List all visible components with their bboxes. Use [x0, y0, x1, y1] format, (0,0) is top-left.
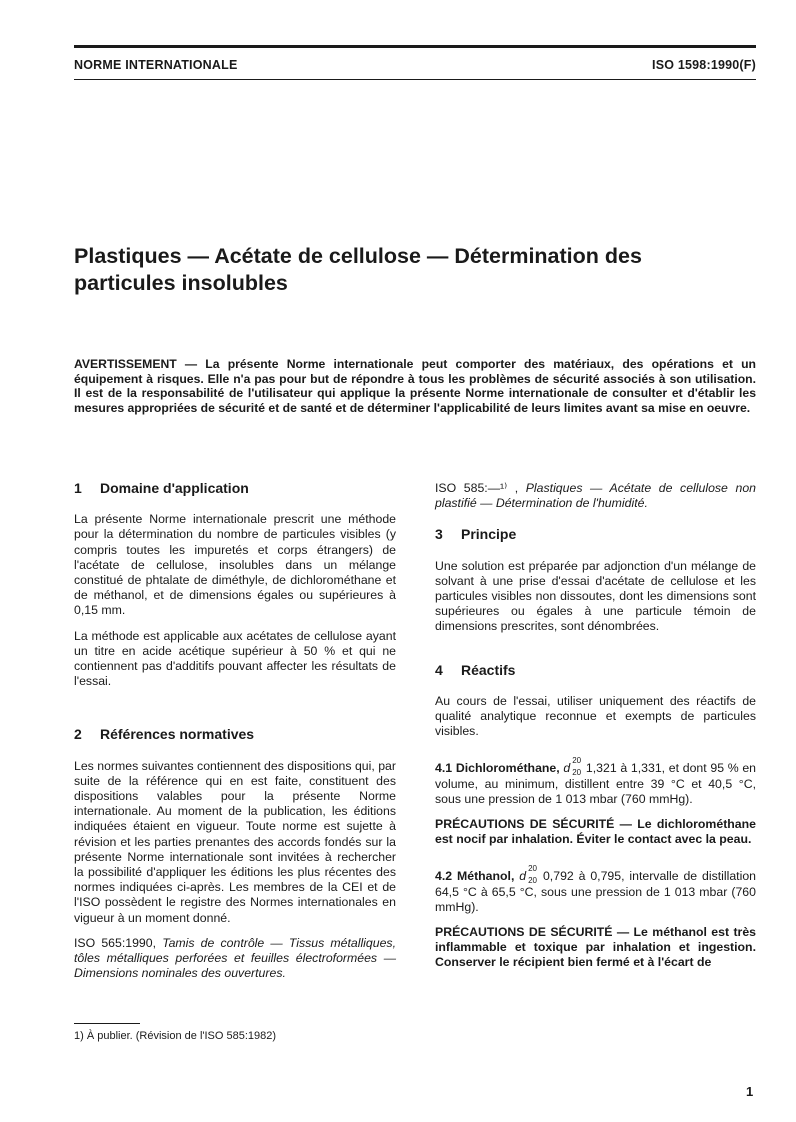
clause-4-1-density-indices — [570, 756, 582, 778]
footnote: 1) À publier. (Révision de l'ISO 585:1982) — [74, 1030, 277, 1042]
section-1-number: 1 — [74, 480, 82, 496]
right-column — [435, 481, 756, 981]
section-1-paragraph-2: La méthode est applicable aux acétates de cellulose ayant un titre en acide acétique supérieur à 50 % et qui ne contiennent pas d'additifs pouvant affecter les résultats de l'essai. — [74, 628, 396, 689]
title-line-2: particules insolubles — [74, 271, 288, 295]
clause-4-1-superscript: 20 — [572, 756, 582, 766]
section-3-paragraph-1: Une solution est préparée par adjonction d'un mélange de solvant à une prise d'essai d'acétate de cellulose et les particules visibles non dissoutes, dont les dimensions sont supérieures ou égales à une particule témoin de dimensions prescrites, sont dénombrées. — [435, 558, 756, 634]
section-4-heading — [435, 663, 756, 678]
section-3-number: 3 — [435, 526, 443, 543]
clause-4-2-name: Méthanol, — [456, 869, 515, 884]
clause-4-1-subscript: 20 — [572, 768, 582, 778]
clause-4-1-number: 4.1 — [435, 761, 453, 776]
document-title — [74, 243, 734, 297]
section-1-heading — [74, 481, 396, 496]
section-3-title: Principe — [461, 526, 517, 543]
reference-iso-565-code: ISO 565:1990, — [74, 935, 157, 950]
section-2-heading — [74, 727, 396, 742]
clause-4-2-subscript: 20 — [528, 876, 537, 886]
clause-4-2-density-symbol: d — [519, 869, 527, 884]
clause-4-2-number: 4.2 — [435, 869, 453, 884]
clause-4-1-caution: PRÉCAUTIONS DE SÉCURITÉ — Le dichlorométhane est nocif par inhalation. Éviter le contact avec la peau. — [435, 817, 756, 847]
reference-iso-585-code: ISO 585:—¹⁾ , — [435, 481, 519, 495]
section-1-paragraph-1: La présente Norme internationale prescrit une méthode pour la détermination du nombre de particules visibles (y compris toutes les impuretés et corps étrangers) de l'acétate de cellulose, insolubles dans un mélange constitué de phtalate de diméthyle, de dichlorométhane et de méthanol, et de dimensions égales ou supérieures à 0,15 mm. — [74, 512, 396, 618]
clause-4-1-name: Dichlorométhane, — [455, 761, 560, 776]
section-4-number: 4 — [435, 661, 443, 678]
safety-warning: AVERTISSEMENT — La présente Norme internationale peut comporter des matériaux, des opérations et un équipement à risques. Elle n'a pas pour but de répondre à tous les problèmes de sécurité associés à son utilisation. Il est de la responsabilité de l'utilisateur qui applique la présente Norme internationale de consulter et d'établir les mesures appropriées de sécurité et de santé et de déterminer l'applicabilité de leurs limites avant sa mise en oeuvre. — [74, 357, 756, 415]
clause-4-2-density-indices — [526, 864, 538, 886]
left-column — [74, 481, 396, 991]
clause-4-1-text: 1,321 à 1,331, et dont 95 % en volume, au minimum, distillent entre 39 °C et 40,5 °C, sous une pression de 1 013 mbar (760 mmHg). — [435, 761, 757, 806]
clause-4-2-caution: PRÉCAUTIONS DE SÉCURITÉ — Le méthanol est très inflammable et toxique par inhalation et ingestion. Conserver le récipient bien fermé et à l'écart de — [435, 925, 756, 970]
footnote-rule — [74, 1023, 140, 1024]
section-2-number: 2 — [74, 726, 82, 743]
clause-4-1 — [435, 756, 757, 807]
section-1-title: Domaine d'application — [100, 480, 249, 496]
clause-4-2-text: 0,792 à 0,795, intervalle de distillation 64,5 °C à 65,5 °C, sous une pression de 1 013 mbar (760 mmHg). — [435, 869, 756, 914]
section-4-paragraph-1: Au cours de l'essai, utiliser uniquement des réactifs de qualité analytique reconnue et exempts de particules visibles. — [435, 693, 756, 739]
header-rule — [74, 79, 756, 80]
page-number: 1 — [746, 1084, 754, 1099]
clause-4-2 — [435, 864, 756, 915]
reference-iso-565 — [74, 936, 396, 982]
section-3-heading — [435, 527, 756, 542]
section-2-title: Références normatives — [100, 726, 255, 743]
section-2-paragraph-1: Les normes suivantes contiennent des dispositions qui, par suite de la référence qui en est faite, constituent des dispositions valables pour la présente Norme internationale. Au moment de la publication, les éditions indiquées étaient en vigueur. Toute norme est sujette à révision et les parties prenantes des accords fondés sur la présente Norme internationale sont invitées à rechercher la possibilité d'appliquer les éditions les plus récentes des normes indiquées ci-après. Les membres de la CEI et de l'ISO possèdent le registre des Normes internationales en vigueur à un moment donné. — [74, 758, 396, 925]
reference-iso-565-title: Tamis de contrôle — Tissus métalliques, tôles métalliques perforées et feuilles électroformées — Dimensions nominales des ouvertures. — [74, 935, 396, 981]
section-4-title: Réactifs — [461, 661, 516, 678]
reference-iso-585-title: Plastiques — Acétate de cellulose non plastifié — Détermination de l'humidité. — [435, 481, 757, 511]
header-standard-number: ISO 1598:1990(F) — [652, 58, 756, 72]
clause-4-2-superscript: 20 — [528, 864, 537, 874]
header-standard-type: NORME INTERNATIONALE — [74, 58, 238, 72]
title-line-1: Plastiques — Acétate de cellulose — Détermination des — [74, 244, 642, 268]
reference-iso-585 — [435, 481, 756, 511]
clause-4-1-density-symbol: d — [563, 761, 571, 776]
top-rule — [74, 45, 756, 48]
